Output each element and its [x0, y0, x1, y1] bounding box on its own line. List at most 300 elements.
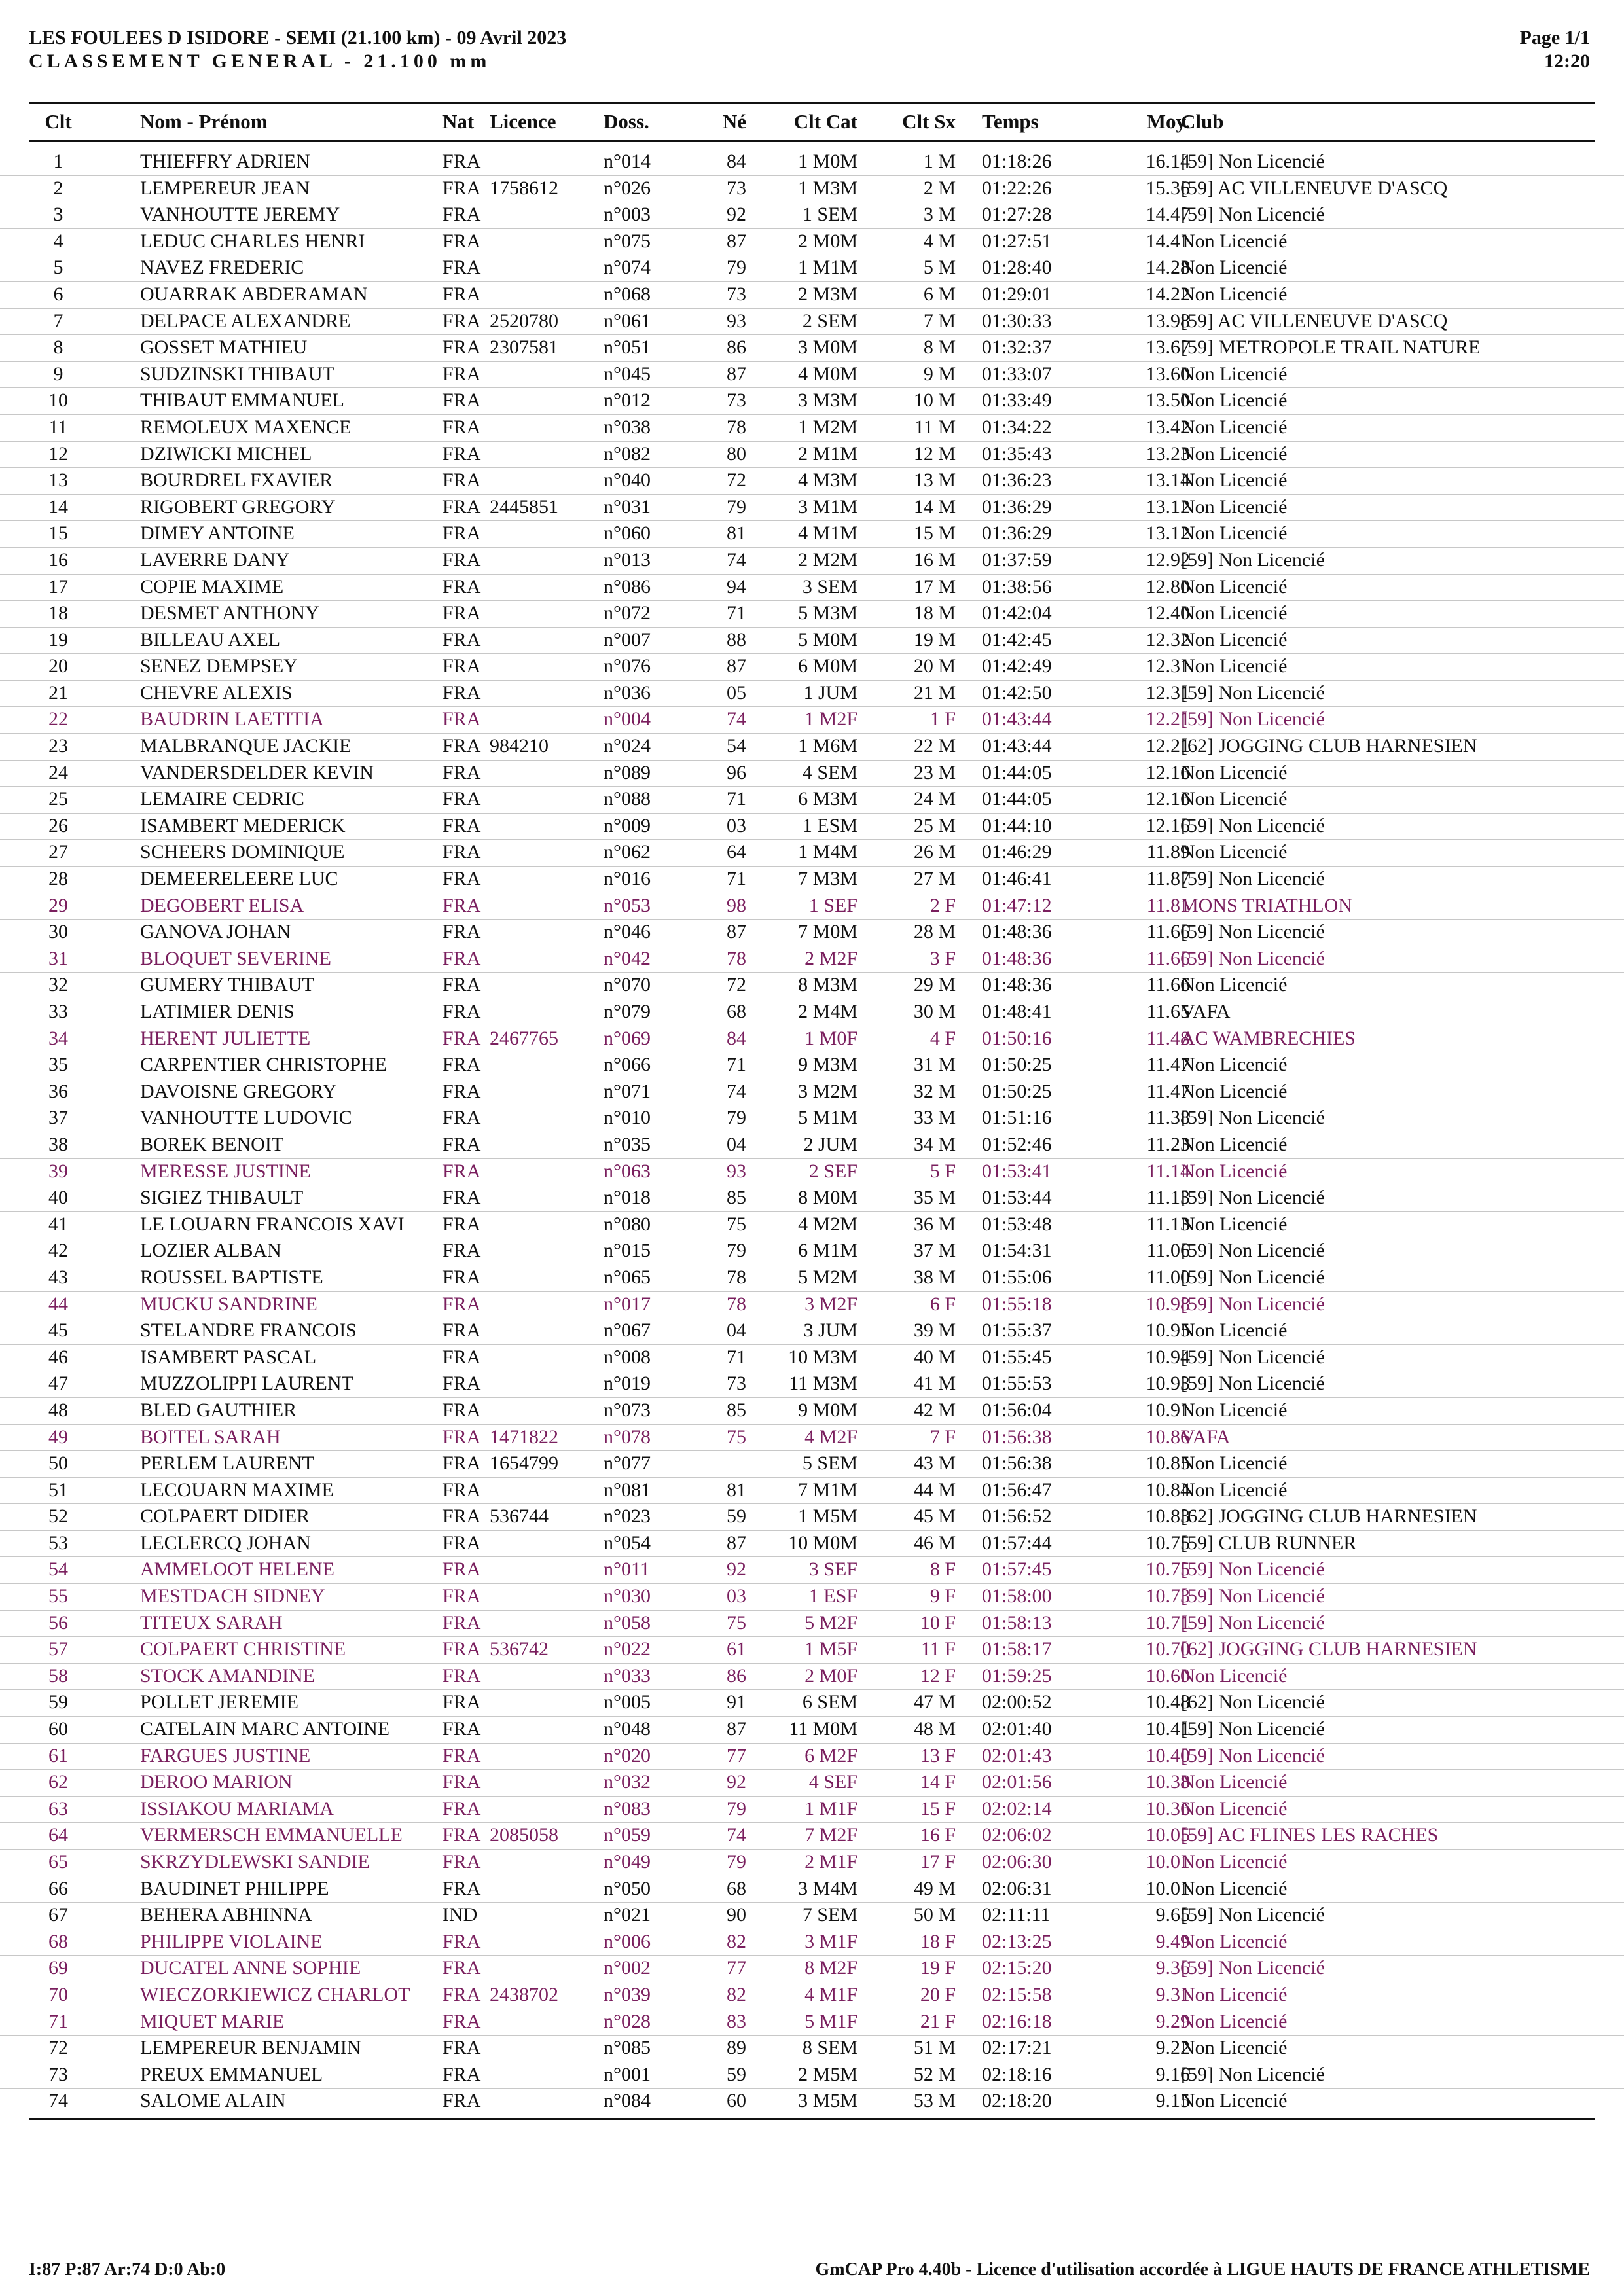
cell-temps: 01:42:50: [982, 681, 1052, 704]
cell-doss: n°078: [604, 1426, 651, 1448]
cell-clt-sx: 2 M: [923, 177, 956, 199]
cell-ne: 04: [727, 1319, 746, 1342]
cell-clt-sx: 16 F: [920, 1824, 956, 1846]
cell-clt: 30: [48, 921, 68, 943]
page-number: Page 1/1: [1519, 27, 1590, 48]
cell-clt-cat: 2 M3M: [798, 283, 857, 305]
cell-clt-sx: 34 M: [913, 1133, 956, 1155]
cell-doss: n°023: [604, 1505, 651, 1528]
cell-licence: 536742: [490, 1638, 549, 1660]
table-row: [0, 1212, 1624, 1239]
cell-temps: 01:33:07: [982, 363, 1052, 385]
cell-clt: 60: [48, 1718, 68, 1740]
cell-ne: 03: [727, 814, 746, 836]
cell-doss: n°022: [604, 1638, 651, 1660]
cell-ne: 71: [727, 602, 746, 624]
table-row: [0, 1292, 1624, 1319]
cell-moy: 13.50: [1146, 389, 1190, 412]
cell-clt-sx: 5 F: [929, 1160, 956, 1182]
cell-clt-cat: 4 M2M: [798, 1213, 857, 1235]
cell-club: Non Licencié: [1181, 1771, 1288, 1793]
cell-clt: 3: [53, 204, 63, 226]
table-row: [0, 1238, 1624, 1265]
cell-club: Non Licencié: [1181, 655, 1288, 677]
cell-ne: 93: [727, 1160, 746, 1182]
cell-doss: n°074: [604, 257, 651, 279]
cell-moy: 10.70: [1146, 1638, 1190, 1660]
cell-nat: FRA: [442, 1930, 481, 1952]
cell-club: Non Licencié: [1181, 2010, 1288, 2032]
cell-moy: 10.38: [1146, 1771, 1190, 1793]
cell-temps: 01:54:31: [982, 1240, 1052, 1262]
cell-club: Non Licencié: [1181, 1160, 1288, 1182]
cell-clt: 57: [48, 1638, 68, 1660]
table-row: [0, 946, 1624, 973]
cell-moy: 10.91: [1146, 1399, 1190, 1421]
cell-temps: 01:48:36: [982, 921, 1052, 943]
cell-club: Non Licencié: [1181, 363, 1288, 385]
cell-nat: FRA: [442, 310, 481, 332]
cell-nat: FRA: [442, 1001, 481, 1022]
cell-nat: FRA: [442, 177, 481, 199]
cell-club: Non Licencié: [1181, 761, 1288, 783]
cell-moy: 9.15: [1155, 2090, 1190, 2112]
cell-clt: 67: [48, 1904, 68, 1926]
cell-licence: 1471822: [490, 1426, 558, 1448]
table-row: [0, 176, 1624, 203]
cell-nom: LECOUARN MAXIME: [140, 1479, 334, 1501]
cell-clt-cat: 1 M6M: [798, 735, 857, 757]
cell-licence: 2438702: [490, 1983, 558, 2005]
cell-moy: 13.42: [1146, 416, 1190, 438]
cell-nom: LEDUC CHARLES HENRI: [140, 230, 365, 252]
cell-club: Non Licencié: [1181, 1319, 1288, 1342]
cell-clt: 62: [48, 1771, 68, 1793]
cell-club: Non Licencié: [1181, 1080, 1288, 1102]
cell-clt-cat: 2 M0M: [798, 230, 857, 252]
cell-temps: 02:02:14: [982, 1797, 1052, 1820]
cell-clt-sx: 6 F: [929, 1293, 956, 1315]
cell-temps: 01:43:44: [982, 735, 1052, 757]
col-clt: Clt: [45, 110, 72, 133]
cell-clt-cat: 7 M3M: [798, 868, 857, 890]
cell-nat: FRA: [442, 363, 481, 385]
cell-clt: 55: [48, 1585, 68, 1607]
cell-doss: n°028: [604, 2010, 651, 2032]
cell-clt: 27: [48, 841, 68, 863]
cell-moy: 11.13: [1146, 1213, 1190, 1235]
cell-clt-cat: 1 M2M: [798, 416, 857, 438]
cell-clt-sx: 18 M: [913, 602, 956, 624]
cell-nom: GOSSET MATHIEU: [140, 336, 308, 359]
cell-clt-cat: 4 SEF: [808, 1771, 857, 1793]
cell-nom: SCHEERS DOMINIQUE: [140, 841, 345, 863]
cell-clt: 74: [48, 2090, 68, 2112]
cell-temps: 02:13:25: [982, 1930, 1052, 1952]
footer-license: GmCAP Pro 4.40b - Licence d'utilisation accordée à LIGUE HAUTS DE FRANCE ATHLETISME: [815, 2259, 1590, 2280]
cell-nat: FRA: [442, 1664, 481, 1687]
cell-nom: LEMAIRE CEDRIC: [140, 788, 304, 810]
cell-temps: 01:58:17: [982, 1638, 1052, 1660]
cell-doss: n°082: [604, 442, 651, 465]
table-row: [0, 255, 1624, 282]
table-row: [0, 282, 1624, 309]
cell-nom: BOREK BENOIT: [140, 1133, 284, 1155]
cell-moy: 10.83: [1146, 1505, 1190, 1528]
cell-ne: 75: [727, 1426, 746, 1448]
cell-temps: 01:36:23: [982, 469, 1052, 492]
cell-nat: FRA: [442, 1160, 481, 1182]
cell-doss: n°031: [604, 495, 651, 518]
cell-clt-cat: 1 ESF: [808, 1585, 857, 1607]
cell-moy: 11.13: [1146, 1187, 1190, 1209]
cell-temps: 01:56:38: [982, 1426, 1052, 1448]
table-row: [0, 654, 1624, 681]
cell-clt-cat: 6 M3M: [798, 788, 857, 810]
table-row: [0, 521, 1624, 548]
cell-club: Non Licencié: [1181, 788, 1288, 810]
cell-temps: 01:46:41: [982, 868, 1052, 890]
cell-temps: 01:50:16: [982, 1027, 1052, 1049]
cell-clt-cat: 6 M2F: [804, 1744, 857, 1767]
cell-moy: 14.22: [1146, 283, 1190, 305]
cell-nom: PREUX EMMANUEL: [140, 2063, 323, 2085]
cell-clt-sx: 48 M: [913, 1718, 956, 1740]
cell-clt-cat: 5 M3M: [798, 602, 857, 624]
cell-club: [59] AC FLINES LES RACHES: [1181, 1824, 1439, 1846]
cell-clt: 58: [48, 1664, 68, 1687]
cell-doss: n°038: [604, 416, 651, 438]
cell-moy: 12.16: [1146, 761, 1190, 783]
cell-nat: FRA: [442, 628, 481, 651]
cell-ne: 71: [727, 1054, 746, 1076]
cell-nat: FRA: [442, 548, 481, 571]
cell-moy: 10.01: [1146, 1877, 1190, 1899]
cell-clt-sx: 5 M: [923, 257, 956, 279]
cell-clt-cat: 3 M2M: [798, 1080, 857, 1102]
cell-temps: 01:27:51: [982, 230, 1052, 252]
cell-club: [59] Non Licencié: [1181, 1558, 1325, 1581]
cell-temps: 01:38:56: [982, 575, 1052, 598]
cell-doss: n°014: [604, 151, 651, 172]
cell-club: [59] Non Licencié: [1181, 1293, 1325, 1315]
cell-moy: 10.98: [1146, 1293, 1190, 1315]
cell-club: [59] Non Licencié: [1181, 947, 1325, 969]
cell-clt-sx: 33 M: [913, 1107, 956, 1129]
cell-moy: 16.14: [1146, 151, 1190, 172]
cell-ne: 84: [727, 1027, 746, 1049]
cell-nom: STOCK AMANDINE: [140, 1664, 315, 1687]
cell-temps: 01:35:43: [982, 442, 1052, 465]
cell-clt: 64: [48, 1824, 68, 1846]
cell-moy: 13.23: [1146, 442, 1190, 465]
cell-clt-cat: 2 M2F: [804, 947, 857, 969]
cell-clt-sx: 1 F: [929, 708, 956, 730]
table-row: [0, 2062, 1624, 2089]
cell-club: Non Licencié: [1181, 522, 1288, 545]
cell-ne: 77: [727, 1744, 746, 1767]
cell-nat: FRA: [442, 1611, 481, 1634]
cell-moy: 13.12: [1146, 522, 1190, 545]
cell-nat: FRA: [442, 921, 481, 943]
cell-temps: 01:57:44: [982, 1532, 1052, 1554]
cell-nom: SUDZINSKI THIBAUT: [140, 363, 334, 385]
cell-clt: 42: [48, 1240, 68, 1262]
cell-nom: GANOVA JOHAN: [140, 921, 291, 943]
cell-doss: n°019: [604, 1372, 651, 1395]
cell-ne: 61: [727, 1638, 746, 1660]
cell-nat: FRA: [442, 1213, 481, 1235]
cell-moy: 11.65: [1146, 1001, 1190, 1022]
cell-clt-cat: 1 M5F: [804, 1638, 857, 1660]
table-row: [0, 1982, 1624, 2009]
cell-ne: 83: [727, 2010, 746, 2032]
cell-nom: MUZZOLIPPI LAURENT: [140, 1372, 353, 1395]
table-row: [0, 1159, 1624, 1186]
cell-clt: 21: [48, 681, 68, 704]
cell-clt: 65: [48, 1851, 68, 1873]
cell-nom: BAUDRIN LAETITIA: [140, 708, 324, 730]
cell-moy: 14.28: [1146, 257, 1190, 279]
cell-doss: n°060: [604, 522, 651, 545]
cell-ne: 73: [727, 177, 746, 199]
cell-doss: n°039: [604, 1983, 651, 2005]
cell-clt-sx: 49 M: [913, 1877, 956, 1899]
cell-clt-sx: 10 F: [920, 1611, 956, 1634]
cell-clt-cat: 5 SEM: [802, 1452, 857, 1475]
cell-doss: n°062: [604, 841, 651, 863]
cell-clt-sx: 24 M: [913, 788, 956, 810]
cell-ne: 75: [727, 1213, 746, 1235]
cell-clt-sx: 30 M: [913, 1001, 956, 1022]
table-row: [0, 867, 1624, 893]
cell-moy: 9.36: [1155, 1957, 1190, 1979]
cell-club: Non Licencié: [1181, 1399, 1288, 1421]
table-row: [0, 415, 1624, 442]
cell-ne: 92: [727, 204, 746, 226]
cell-clt-sx: 47 M: [913, 1691, 956, 1713]
cell-doss: n°072: [604, 602, 651, 624]
cell-club: [59] Non Licencié: [1181, 1372, 1325, 1395]
cell-club: Non Licencié: [1181, 257, 1288, 279]
table-row: [0, 1105, 1624, 1132]
table-row: [0, 761, 1624, 787]
cell-ne: 74: [727, 1824, 746, 1846]
cell-doss: n°030: [604, 1585, 651, 1607]
cell-clt: 73: [48, 2063, 68, 2085]
cell-moy: 12.31: [1146, 655, 1190, 677]
cell-moy: 11.47: [1146, 1080, 1190, 1102]
cell-clt-cat: 11 M3M: [789, 1372, 857, 1395]
cell-nom: BEHERA ABHINNA: [140, 1904, 312, 1926]
cell-clt-sx: 4 F: [929, 1027, 956, 1049]
table-row: [0, 1557, 1624, 1584]
cell-clt: 34: [48, 1027, 68, 1049]
cell-nat: FRA: [442, 230, 481, 252]
cell-ne: 78: [727, 1293, 746, 1315]
cell-doss: n°033: [604, 1664, 651, 1687]
cell-nom: DESMET ANTHONY: [140, 602, 319, 624]
table-row: [0, 1584, 1624, 1611]
table-row: [0, 1265, 1624, 1292]
cell-moy: 12.92: [1146, 548, 1190, 571]
cell-doss: n°009: [604, 814, 651, 836]
cell-clt-cat: 2 SEM: [802, 310, 857, 332]
cell-club: Non Licencié: [1181, 1479, 1288, 1501]
cell-clt-cat: 1 M4M: [798, 841, 857, 863]
cell-nat: FRA: [442, 1771, 481, 1793]
cell-nom: RIGOBERT GREGORY: [140, 495, 336, 518]
cell-clt-sx: 8 F: [929, 1558, 956, 1581]
table-row: [0, 1531, 1624, 1558]
cell-clt: 35: [48, 1054, 68, 1076]
cell-clt-cat: 10 M3M: [788, 1346, 857, 1368]
cell-clt-cat: 3 SEF: [808, 1558, 857, 1581]
cell-temps: 01:34:22: [982, 416, 1052, 438]
cell-ne: 78: [727, 416, 746, 438]
cell-ne: 81: [727, 522, 746, 545]
cell-clt-sx: 31 M: [913, 1054, 956, 1076]
cell-clt-cat: 1 M0M: [798, 151, 857, 172]
table-row: [0, 388, 1624, 415]
cell-ne: 72: [727, 974, 746, 996]
cell-clt: 8: [53, 336, 63, 359]
cell-clt-sx: 36 M: [913, 1213, 956, 1235]
cell-moy: 10.93: [1146, 1372, 1190, 1395]
cell-temps: 01:48:36: [982, 947, 1052, 969]
cell-moy: 12.80: [1146, 575, 1190, 598]
cell-nom: OUARRAK ABDERAMAN: [140, 283, 368, 305]
cell-clt-sx: 19 F: [920, 1957, 956, 1979]
cell-moy: 9.16: [1155, 2063, 1190, 2085]
table-row: [0, 814, 1624, 840]
cell-clt: 54: [48, 1558, 68, 1581]
cell-doss: n°069: [604, 1027, 651, 1049]
table-row: [0, 1929, 1624, 1956]
cell-clt: 1: [53, 151, 63, 172]
cell-licence: 1654799: [490, 1452, 558, 1475]
cell-clt: 69: [48, 1957, 68, 1979]
cell-club: Non Licencié: [1181, 1452, 1288, 1475]
cell-ne: 75: [727, 1611, 746, 1634]
cell-nom: DUCATEL ANNE SOPHIE: [140, 1957, 361, 1979]
cell-moy: 9.22: [1155, 2037, 1190, 2059]
cell-temps: 01:55:37: [982, 1319, 1052, 1342]
cell-ne: 74: [727, 708, 746, 730]
table-row: [0, 920, 1624, 946]
cell-clt: 50: [48, 1452, 68, 1475]
cell-ne: 87: [727, 655, 746, 677]
cell-temps: 01:58:00: [982, 1585, 1052, 1607]
cell-club: Non Licencié: [1181, 841, 1288, 863]
cell-clt-sx: 9 F: [929, 1585, 956, 1607]
cell-club: [59] Non Licencié: [1181, 1187, 1325, 1209]
cell-clt-sx: 35 M: [913, 1187, 956, 1209]
cell-nat: FRA: [442, 894, 481, 916]
cell-clt: 19: [48, 628, 68, 651]
cell-clt: 12: [48, 442, 68, 465]
cell-doss: n°024: [604, 735, 651, 757]
cell-nat: FRA: [442, 1957, 481, 1979]
cell-clt-cat: 11 M0M: [789, 1718, 857, 1740]
cell-nat: FRA: [442, 1187, 481, 1209]
cell-temps: 01:56:04: [982, 1399, 1052, 1421]
cell-clt-cat: 8 M0M: [798, 1187, 857, 1209]
cell-clt-cat: 2 M1F: [804, 1851, 857, 1873]
cell-clt-sx: 2 F: [929, 894, 956, 916]
cell-temps: 01:47:12: [982, 894, 1052, 916]
cell-club: [59] Non Licencié: [1181, 1585, 1325, 1607]
cell-clt-cat: 2 M0F: [804, 1664, 857, 1687]
cell-temps: 01:53:41: [982, 1160, 1052, 1182]
cell-moy: 9.31: [1155, 1983, 1190, 2005]
cell-ne: 78: [727, 1266, 746, 1288]
table-row: [0, 468, 1624, 495]
cell-ne: 80: [727, 442, 746, 465]
cell-clt-sx: 32 M: [913, 1080, 956, 1102]
cell-clt-sx: 9 M: [923, 363, 956, 385]
cell-licence: 2467765: [490, 1027, 558, 1049]
cell-club: [62] JOGGING CLUB HARNESIEN: [1181, 1505, 1477, 1528]
cell-nom: POLLET JEREMIE: [140, 1691, 298, 1713]
cell-nat: FRA: [442, 1585, 481, 1607]
cell-clt: 51: [48, 1479, 68, 1501]
table-row: [0, 1398, 1624, 1425]
cell-nom: MALBRANQUE JACKIE: [140, 735, 352, 757]
cell-nom: LEMPEREUR BENJAMIN: [140, 2037, 361, 2059]
cell-clt-cat: 1 M5M: [798, 1505, 857, 1528]
cell-club: [62] JOGGING CLUB HARNESIEN: [1181, 1638, 1477, 1660]
cell-temps: 01:55:06: [982, 1266, 1052, 1288]
cell-ne: 86: [727, 1664, 746, 1687]
cell-nat: FRA: [442, 522, 481, 545]
cell-doss: n°016: [604, 868, 651, 890]
cell-clt-cat: 7 M1M: [798, 1479, 857, 1501]
cell-temps: 01:58:13: [982, 1611, 1052, 1634]
cell-clt-sx: 1 M: [923, 151, 956, 172]
cell-doss: n°013: [604, 548, 651, 571]
cell-nom: LECLERCQ JOHAN: [140, 1532, 311, 1554]
cell-clt-sx: 14 F: [920, 1771, 956, 1793]
cell-doss: n°053: [604, 894, 651, 916]
cell-doss: n°058: [604, 1611, 651, 1634]
cell-clt-sx: 20 M: [913, 655, 956, 677]
cell-clt-cat: 3 M1M: [798, 495, 857, 518]
cell-ne: 79: [727, 257, 746, 279]
cell-clt: 10: [48, 389, 68, 412]
cell-clt-sx: 43 M: [913, 1452, 956, 1475]
cell-doss: n°001: [604, 2063, 651, 2085]
cell-doss: n°059: [604, 1824, 651, 1846]
cell-clt-cat: 2 SEF: [808, 1160, 857, 1182]
cell-clt: 36: [48, 1080, 68, 1102]
cell-doss: n°035: [604, 1133, 651, 1155]
cell-club: Non Licencié: [1181, 283, 1288, 305]
cell-clt-sx: 51 M: [913, 2037, 956, 2059]
cell-club: [59] Non Licencié: [1181, 1718, 1325, 1740]
cell-club: [59] CLUB RUNNER: [1181, 1532, 1357, 1554]
cell-clt-cat: 3 M4M: [798, 1877, 857, 1899]
cell-ne: 79: [727, 1107, 746, 1129]
cell-ne: 78: [727, 947, 746, 969]
cell-clt-cat: 3 M3M: [798, 389, 857, 412]
cell-clt-sx: 41 M: [913, 1372, 956, 1395]
table-row: [0, 1664, 1624, 1691]
cell-clt-cat: 4 SEM: [802, 761, 857, 783]
cell-doss: n°081: [604, 1479, 651, 1501]
col-licence: Licence: [490, 110, 556, 133]
cell-moy: 10.36: [1146, 1797, 1190, 1820]
